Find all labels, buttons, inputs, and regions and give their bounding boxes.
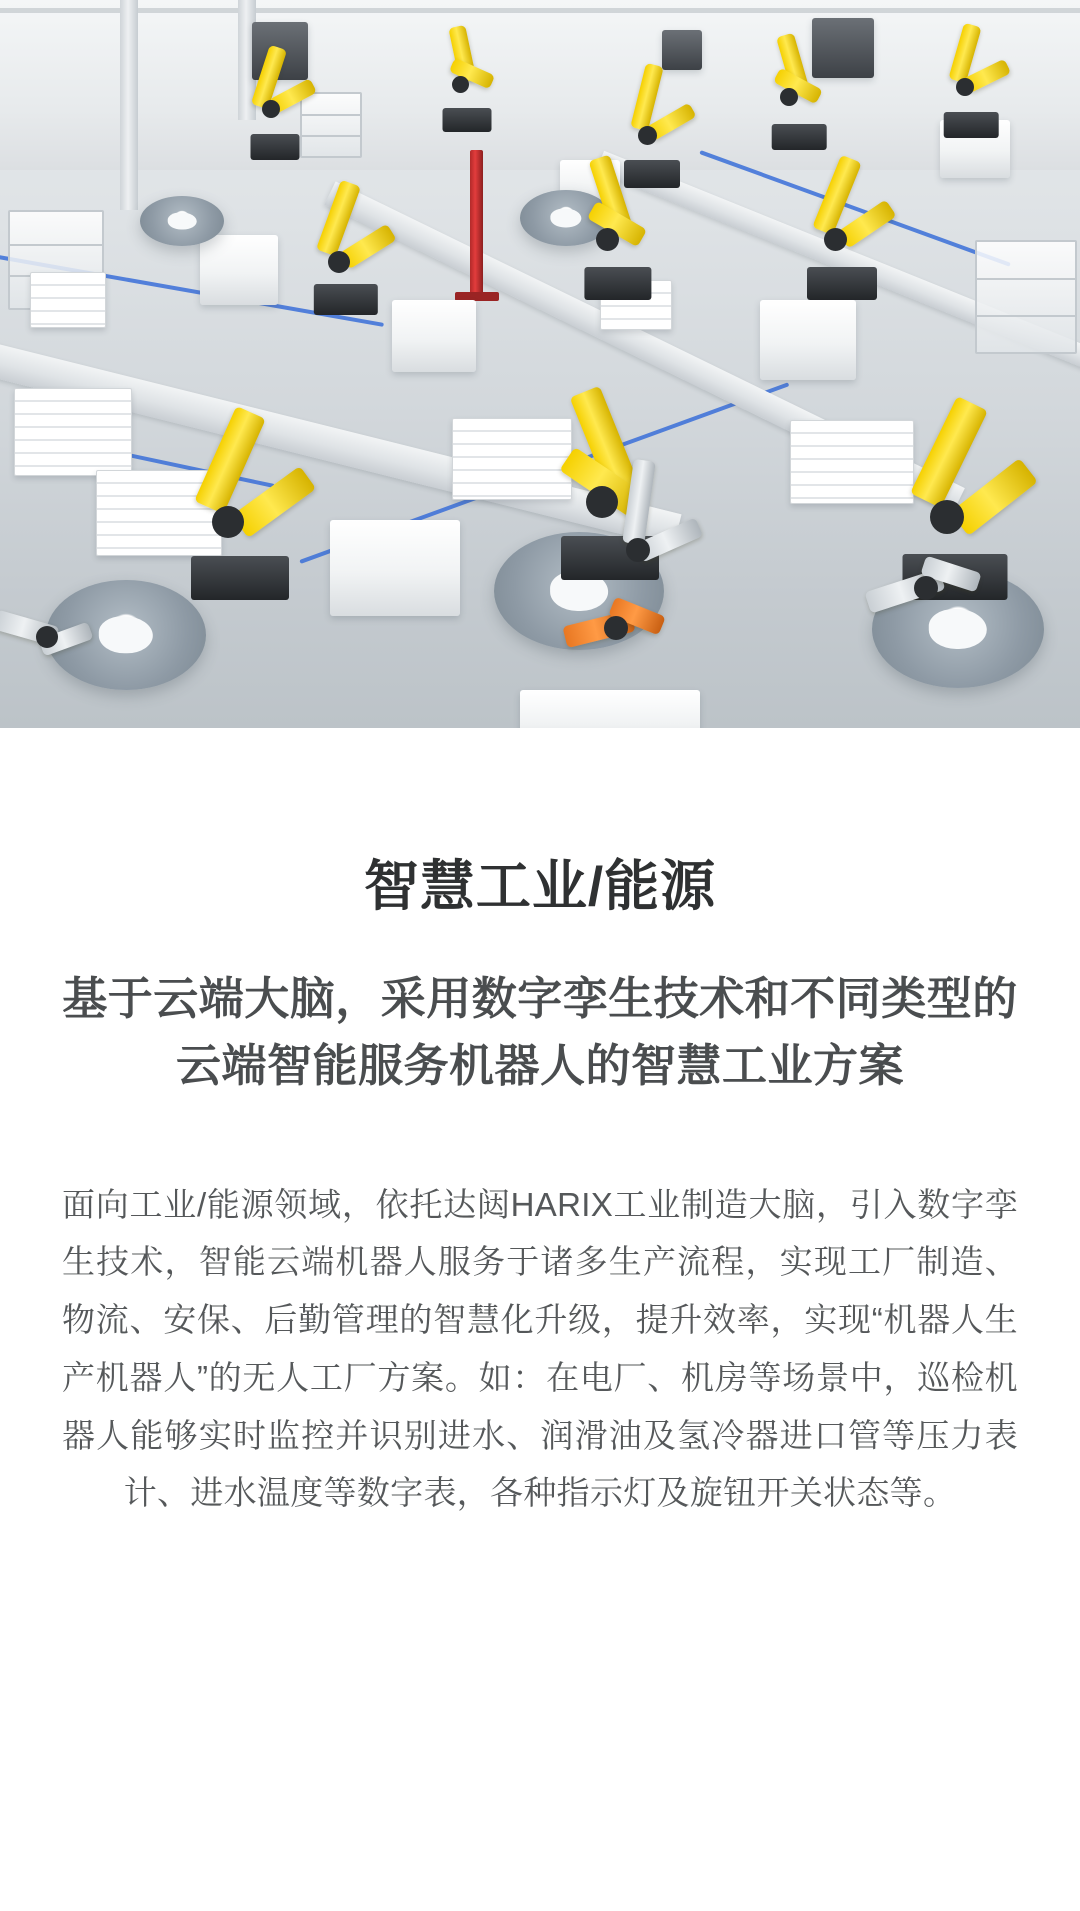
factory-scene xyxy=(0,0,1080,728)
cobot-arm xyxy=(0,600,100,710)
page-title: 智慧工业/能源 xyxy=(363,855,717,917)
robot-arm-orange xyxy=(552,600,672,710)
article-content xyxy=(0,728,1080,1911)
machine-box xyxy=(760,300,856,380)
machine-box xyxy=(200,235,278,305)
body-paragraph: 面向工业/能源领域，依托达闼HARIX工业制造大脑，引入数字孪生技术，智能云端机器人服务于诸多生产流程，实现工厂制造、物流、安保、后勤管理的智慧化升级，提升效率，实现“机器人生产机器人”的无人工厂方案。如：在电厂、机房等场景中，巡检机器人能够实时监控并识别进水、润滑油及氢冷器进口管等压力表计、进水温度等数字表，各种指示灯及旋钮开关状态等。 xyxy=(62,1185,1018,1512)
robot-arm xyxy=(170,400,310,600)
part-tray xyxy=(14,388,132,476)
page-subtitle: 基于云端大脑，采用数字孪生技术和不同类型的云端智能服务机器人的智慧工业方案 xyxy=(62,972,1018,1091)
rotary-table xyxy=(140,196,224,246)
machine-box xyxy=(392,300,476,372)
part-tray xyxy=(30,272,106,328)
robot-arm xyxy=(792,150,892,300)
cobot-arm xyxy=(856,560,986,680)
robot-arm xyxy=(240,40,310,160)
wall-column xyxy=(120,0,138,210)
cobot-arm xyxy=(612,450,722,590)
factory-back-wall xyxy=(0,0,1080,170)
storage-rack xyxy=(975,240,1077,354)
robot-arm xyxy=(760,30,838,150)
robot-arm xyxy=(432,22,502,132)
robot-arm xyxy=(570,150,666,300)
hero-image xyxy=(0,0,1080,728)
machine-box xyxy=(330,520,460,616)
red-pillar xyxy=(470,150,483,300)
robot-arm xyxy=(932,20,1010,138)
robot-arm xyxy=(300,175,392,315)
